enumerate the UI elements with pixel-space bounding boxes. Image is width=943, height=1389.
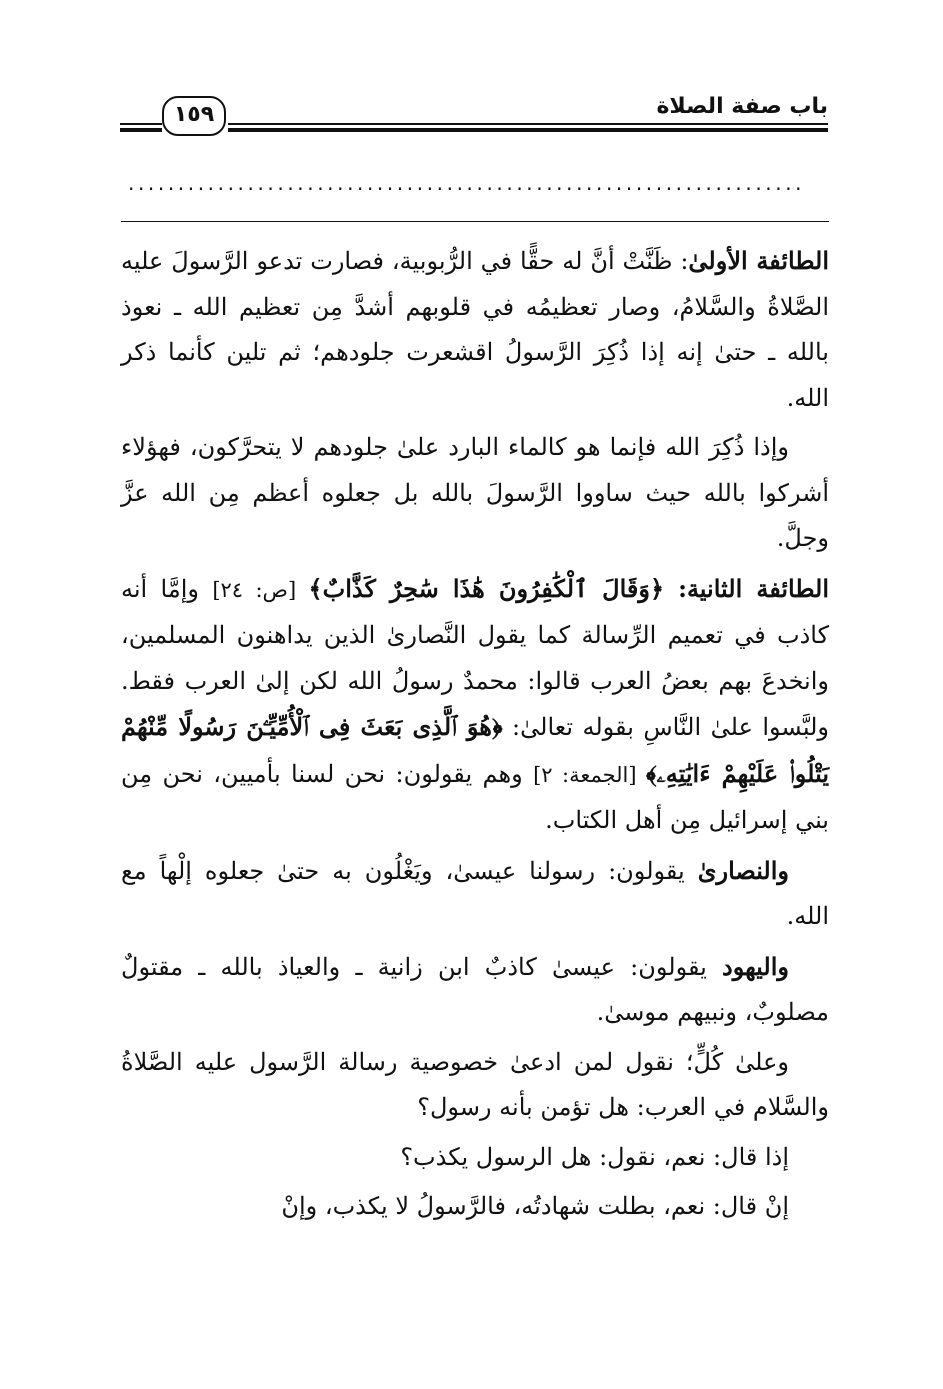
chapter-title: باب صفة الصلاة [656, 94, 828, 119]
footnote-dots: .................................................................... [128, 171, 806, 195]
paragraph-text: وعلىٰ كُلٍّ؛ نقول لمن ادعىٰ خصوصية رسالة الرَّسول عليه الصَّلاةُ والسَّلام في العرب: هل تؤمن بأنه رسول؟ [121, 1047, 829, 1121]
quran-verse: ﴿هُوَ ٱلَّذِى بَعَثَ فِى ٱلْأُمِّيِّـۧنَ رَسُولًا مِّنْهُمْ يَتْلُوا۟ عَلَيْهِمْ ءَايَٰتِهِۦ﴾ [121, 712, 829, 788]
header-rule-left-thin [120, 123, 162, 125]
paragraph-second-group [121, 566, 829, 844]
page-header [120, 92, 828, 138]
paragraph-text: وإذا ذُكِرَ الله فإنما هو كالماء البارد علىٰ جلودهم لا يتحرَّكون، فهؤلاء أشركوا بالله حيث ساووا الرَّسولَ بالله بل جعلوه أعظم مِن الله عزَّ وجلَّ. [121, 433, 830, 552]
verse-reference: [الجمعة: ٢] [533, 762, 646, 787]
paragraph-lead: والنصارىٰ [697, 855, 789, 885]
paragraph-first-group [121, 238, 829, 421]
paragraph-text: يقولون: عيسىٰ كاذبٌ ابن زانية ـ والعياذ بالله ـ مقتولٌ مصلوبٌ، ونبيهم موسىٰ. [121, 952, 829, 1026]
paragraph-in-any-case [121, 1040, 829, 1131]
page-number: ١٥٩ [162, 96, 226, 136]
quran-verse: : ﴿وَقَالَ ٱلْكَٰفِرُونَ هَٰذَا سَٰحِرٌ كَذَّابٌ﴾ [308, 573, 687, 603]
paragraph-text: وهم يقولون: نحن لسنا بأميين، نحن مِن بني إسرائيل مِن أهل الكتاب. [121, 759, 829, 834]
paragraph-text: إنْ قال: نعم، بطلت شهادتُه، فالرَّسولُ لا يكذب، وإنْ [281, 1192, 789, 1220]
paragraph-if-yes [121, 1135, 829, 1181]
paragraph-text: يقولون: رسولنا عيسىٰ، ويَغْلُون به حتىٰ جعلوه إلْهاً مع الله. [121, 856, 829, 930]
paragraph-testimony [121, 1184, 829, 1230]
paragraph-text: إذا قال: نعم، نقول: هل الرسول يكذب؟ [400, 1142, 789, 1171]
paragraph-jews [121, 944, 829, 1036]
paragraph-cold-water [121, 425, 829, 562]
paragraph-lead: واليهود [722, 951, 789, 981]
footnote-separator [121, 221, 829, 222]
header-rule-thick [228, 128, 828, 132]
paragraph-christians [121, 848, 829, 940]
paragraph-text: : ظَنَّتْ أنَّ له حقًّا في الرُّبوبية، فصارت تدعو الرَّسولَ عليه الصَّلاةُ والسَّلامُ، وصار تعظيمُه في قلوبهم أشدَّ مِن تعظيم الله ـ نعوذ بالله ـ حتىٰ إنه إذا ذُكِرَ الرَّسولُ اقشعرت جلودهم؛ ثم تلين كأنما ذكر الله. [121, 247, 829, 412]
header-rule-thin [228, 123, 828, 125]
paragraph-lead: الطائفة الثانية [686, 573, 829, 603]
header-rule-left-thick [120, 128, 162, 132]
paragraph-text: وإمَّا أنه كاذب في تعميم الرِّسالة كما يقول النَّصارىٰ الذين يداهنون المسلمين، وانخدعَ بهم بعضُ العرب قالوا: محمدٌ رسولُ الله لكن إلىٰ العرب فقط. ولبَّسوا علىٰ النَّاسِ بقوله تعالىٰ: [121, 574, 829, 741]
page-body [121, 238, 829, 1234]
paragraph-lead: الطائفة الأولىٰ [688, 246, 829, 275]
verse-reference: [ص: ٢٤] [212, 577, 309, 602]
